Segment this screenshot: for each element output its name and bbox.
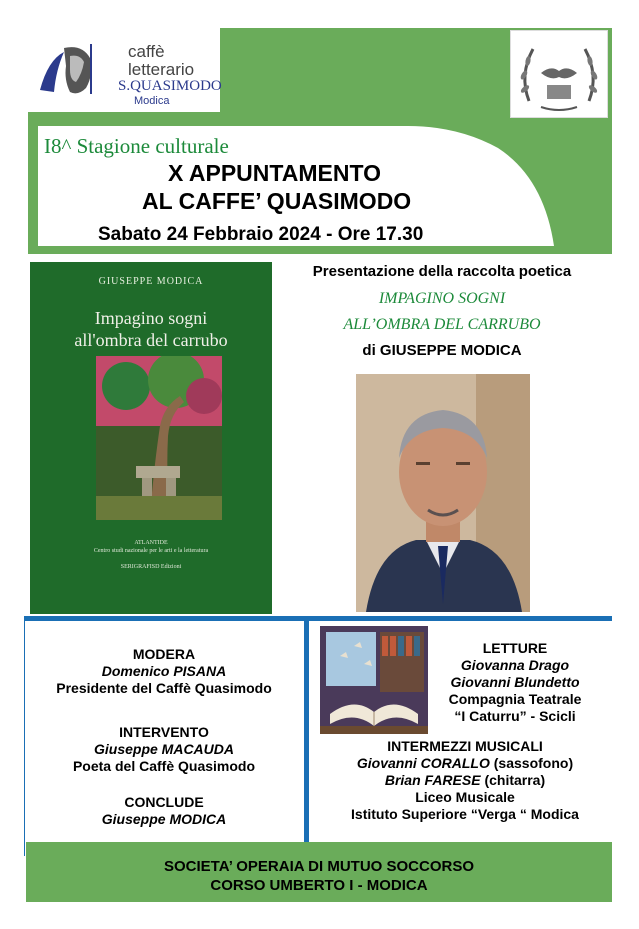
modera-role: Presidente del Caffè Quasimodo [56,680,272,696]
blue-divider-vertical [304,620,309,842]
blue-divider-horizontal [24,616,612,621]
school-line2: Istituto Superiore “Verga “ Modica [351,806,579,822]
music-label: INTERMEZZI MUSICALI [387,738,543,754]
modera-name: Domenico PISANA [101,663,227,679]
open-book-illustration [320,626,428,734]
musician-2-instrument: (chitarra) [480,772,546,788]
modera-label: MODERA [132,646,196,662]
book-title-line2: all'ombra del carrubo [74,330,228,350]
presentation-author: di GIUSEPPE MODICA [362,342,522,359]
school-line1: Liceo Musicale [415,789,515,805]
author-portrait [356,374,530,612]
conclude-name: Giuseppe MODICA [101,811,227,827]
musician-1-name: Giovanni CORALLO [356,755,490,771]
presentation-title-line1: IMPAGINO SOGNI [378,290,506,307]
presentation-intro: Presentazione della raccolta poetica [312,263,572,280]
book-title-line1: Impagino sogni [94,308,208,328]
season-label: I8^ Stagione culturale [44,134,229,158]
caffe-logo [32,38,222,107]
author-photo [356,374,530,612]
reader-2: Giovanni Blundetto [450,674,580,690]
reader-1: Giovanna Drago [460,657,570,673]
intervento-name: Giuseppe MACAUDA [93,741,234,757]
presentation-title-line2: ALL’OMBRA DEL CARRUBO [343,316,541,333]
book-publisher: SERIGRAFISD Edizioni [120,564,182,570]
intervento-role: Poeta del Caffè Quasimodo [72,758,256,774]
musician-1-instrument: (sassofono) [489,755,574,771]
title-line1: X APPUNTAMENTO [168,160,381,186]
company-line2: “I Caturru” - Scicli [454,708,576,724]
book-imprint-line2: Centro studi nazionale per le arti e la letteratura [93,548,209,554]
conclude-label: CONCLUDE [124,794,204,810]
book-cover [30,262,272,614]
musician-1 [310,755,620,771]
footer-line1: SOCIETA’ OPERAIA DI MUTUO SOCCORSO [163,858,475,875]
wreath-handshake-icon [511,31,607,117]
logo-line3: S.QUASIMODO [118,78,222,94]
title-line2: AL CAFFE’ QUASIMODO [142,188,412,214]
intervento-label: INTERVENTO [119,724,209,740]
logo-line4: Modica [134,95,170,107]
footer-line2: CORSO UMBERTO I - MODICA [210,877,428,894]
company-line1: Compagnia Teatrale [448,691,582,707]
musician-2-name: Brian FARESE [384,772,481,788]
letture-label: LETTURE [482,640,548,656]
society-emblem [510,30,608,118]
logo-line2: letterario [128,60,195,79]
logo-line1: caffè [128,42,165,61]
book-imprint-line1: ATLANTIDE [134,540,168,546]
event-date: Sabato 24 Febbraio 2024 - Ore 17.30 [98,224,424,245]
footer-banner [26,842,612,902]
open-book-icon [320,626,428,734]
musician-2 [310,772,620,788]
quasimodo-portrait-icon [34,40,104,102]
carob-tree-painting [96,356,222,520]
book-author: GIUSEPPE MODICA [98,276,204,287]
